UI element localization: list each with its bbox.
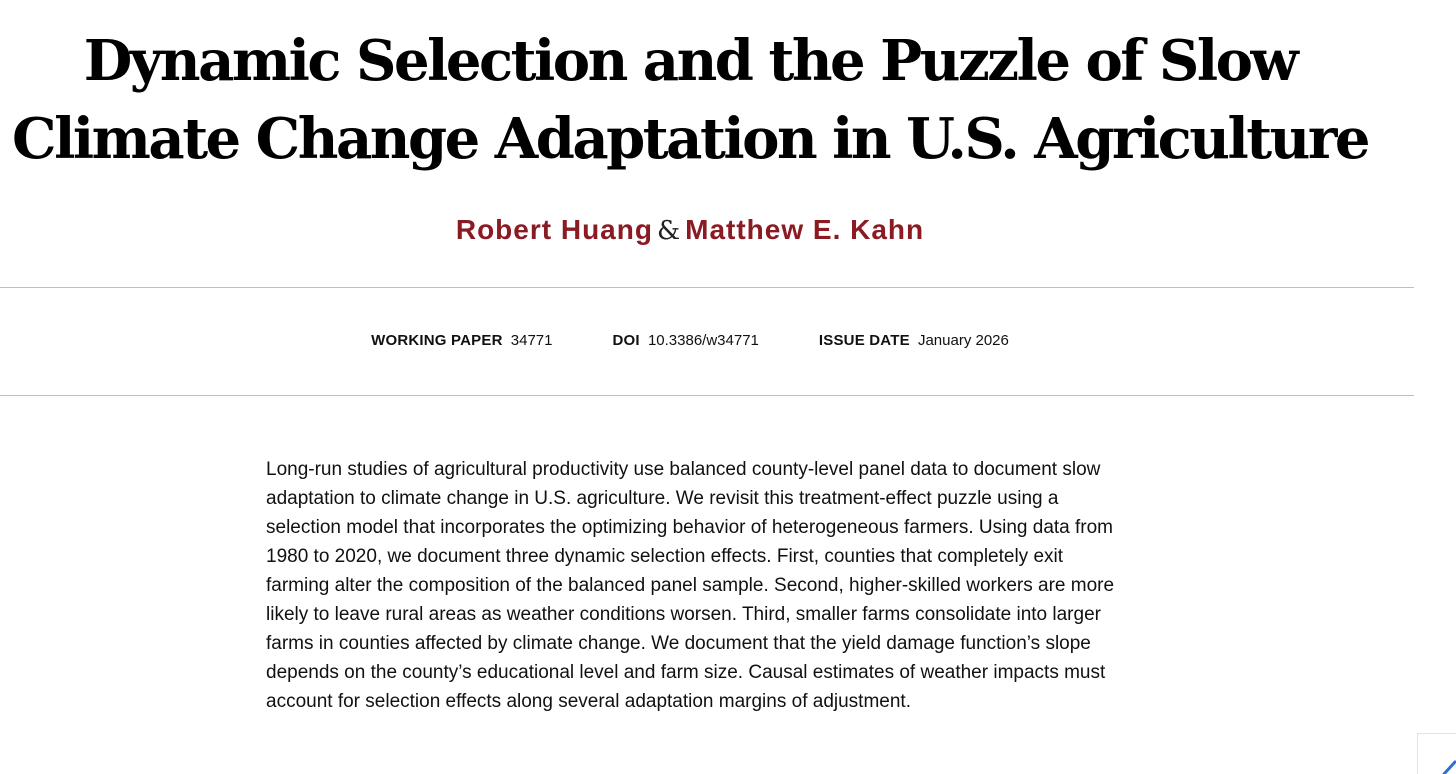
author-separator: & bbox=[656, 216, 682, 246]
bottom-divider bbox=[0, 395, 1414, 396]
doi-label: DOI bbox=[612, 332, 640, 349]
working-paper-label: WORKING PAPER bbox=[371, 332, 503, 349]
issue-date bbox=[819, 331, 1009, 351]
issue-date-label: ISSUE DATE bbox=[818, 332, 910, 349]
doi-value: 10.3386/w34771 bbox=[647, 332, 759, 349]
working-paper-value: 34771 bbox=[510, 332, 553, 349]
author-link-robert-huang[interactable]: Robert Huang bbox=[455, 214, 653, 245]
edit-pen-button[interactable] bbox=[1417, 733, 1456, 774]
issue-date-value: January 2026 bbox=[917, 332, 1009, 349]
paper-metadata bbox=[0, 331, 1380, 351]
author-list bbox=[0, 210, 1380, 251]
working-paper-number bbox=[371, 331, 552, 351]
paper-title: Dynamic Selection and the Puzzle of Slow Climate Change Adaptation in U.S. Agriculture bbox=[12, 28, 1368, 172]
doi bbox=[613, 331, 759, 351]
author-link-matthew-kahn[interactable]: Matthew E. Kahn bbox=[685, 214, 925, 245]
abstract-text: Long-run studies of agricultural productivity use balanced county-level panel data to document slow adaptation to climate change in U.S. agriculture. We revisit this treatment-effect puzzle using a selection model that incorporates the optimizing behavior of heterogeneous farmers. Using data from 1980 to 2020, we document three dynamic selection effects. First, counties that completely exit farming alter the composition of the balanced panel sample. Second, higher-skilled workers are more likely to leave rural areas as weather conditions worsen. Third, smaller farms consolidate into larger farms in counties affected by climate change. We document that the yield damage function’s slope depends on the county’s educational level and farm size. Causal estimates of weather impacts must account for selection effects along several adaptation margins of adjustment. bbox=[266, 459, 1115, 712]
top-divider bbox=[0, 287, 1414, 288]
edit-pen-icon bbox=[1442, 758, 1456, 774]
